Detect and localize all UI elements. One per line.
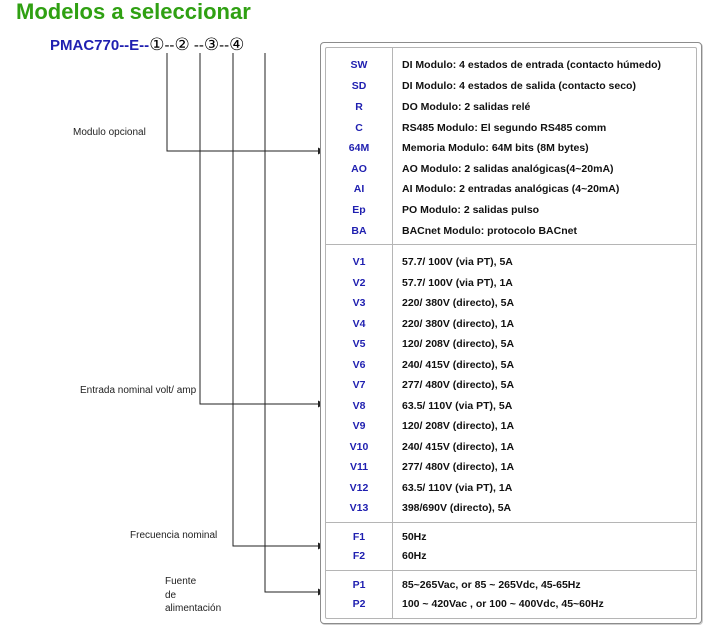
label-nominal-frequency: Frecuencia nominal	[130, 530, 218, 541]
option-code: F2	[352, 550, 366, 562]
table-row	[326, 499, 696, 517]
option-code: V1	[352, 256, 366, 268]
options-table-inner	[325, 47, 697, 619]
option-description: 63.5/ 110V (via PT), 5A	[402, 400, 513, 412]
option-code: R	[355, 101, 363, 113]
option-code: V7	[352, 379, 366, 391]
option-description: 85~265Vac, or 85 ~ 265Vdc, 45-65Hz	[402, 579, 581, 591]
option-description: 120/ 208V (directo), 1A	[402, 420, 515, 432]
table-row	[326, 458, 696, 476]
option-code: P1	[352, 579, 366, 591]
option-description: 220/ 380V (directo), 5A	[402, 297, 515, 309]
option-description: AI Modulo: 2 entradas analógicas (4~20mA)	[402, 183, 620, 195]
option-description: 50Hz	[402, 531, 427, 543]
table-row	[326, 56, 696, 74]
option-code: SW	[350, 59, 368, 71]
option-marker-3: ③	[203, 35, 220, 54]
option-code: F1	[352, 531, 366, 543]
table-row	[326, 98, 696, 116]
option-description: AO Modulo: 2 salidas analógicas(4~20mA)	[402, 163, 614, 175]
option-code: V8	[352, 400, 366, 412]
page-title: Modelos a seleccionar	[16, 0, 251, 24]
table-row	[326, 576, 696, 594]
option-description: 120/ 208V (directo), 5A	[402, 338, 515, 350]
label-power-supply-1: Fuente	[165, 576, 197, 587]
option-code: V9	[352, 420, 366, 432]
label-power-supply-3: alimentación	[165, 603, 222, 614]
option-description: RS485 Modulo: El segundo RS485 comm	[402, 122, 607, 134]
option-code: V3	[352, 297, 366, 309]
option-code: AO	[351, 163, 367, 175]
table-row	[326, 222, 696, 240]
option-marker-2: ②	[174, 35, 190, 54]
option-description: 60Hz	[402, 550, 427, 562]
table-row	[326, 315, 696, 333]
table-row	[326, 376, 696, 394]
option-description: 100 ~ 420Vac , or 100 ~ 400Vdc, 45~60Hz	[402, 598, 604, 610]
option-marker-4: ④	[229, 35, 245, 54]
option-code: V10	[349, 441, 369, 453]
section-divider	[326, 244, 696, 245]
label-nominal-input: Entrada nominal volt/ amp	[80, 385, 197, 396]
table-row	[326, 160, 696, 178]
option-code: BA	[351, 225, 367, 237]
option-code: V13	[349, 502, 369, 514]
table-row	[326, 180, 696, 198]
table-row	[326, 201, 696, 219]
option-description: DI Modulo: 4 estados de entrada (contacto húmedo)	[402, 59, 662, 71]
option-code: AI	[353, 183, 365, 195]
options-table	[320, 42, 702, 624]
option-code: V4	[352, 318, 366, 330]
label-power-supply-2: de	[165, 590, 177, 601]
option-description: 240/ 415V (directo), 5A	[402, 359, 515, 371]
section-divider	[326, 522, 696, 523]
option-description: 277/ 480V (directo), 1A	[402, 461, 515, 473]
option-description: DO Modulo: 2 salidas relé	[402, 101, 531, 113]
connector-power	[265, 53, 324, 592]
option-description: 220/ 380V (directo), 1A	[402, 318, 515, 330]
option-description: 277/ 480V (directo), 5A	[402, 379, 515, 391]
option-description: PO Modulo: 2 salidas pulso	[402, 204, 540, 216]
option-description: 57.7/ 100V (via PT), 5A	[402, 256, 513, 268]
option-code: Ep	[352, 204, 366, 216]
option-code: SD	[351, 80, 367, 92]
connector-input	[200, 53, 324, 404]
table-row	[326, 274, 696, 292]
option-code: V5	[352, 338, 366, 350]
table-row	[326, 595, 696, 613]
table-row	[326, 417, 696, 435]
model-separator: --	[219, 37, 230, 54]
table-row	[326, 479, 696, 497]
model-separator: --	[164, 37, 175, 54]
option-code: V6	[352, 359, 366, 371]
option-description: Memoria Modulo: 64M bits (8M bytes)	[402, 142, 589, 154]
label-optional-module: Modulo opcional	[73, 127, 146, 138]
option-description: BACnet Modulo: protocolo BACnet	[402, 225, 577, 237]
table-row	[326, 77, 696, 95]
table-row	[326, 294, 696, 312]
model-prefix: PMAC770--E--	[50, 37, 150, 54]
option-description: 240/ 415V (directo), 1A	[402, 441, 515, 453]
option-description: 63.5/ 110V (via PT), 1A	[402, 482, 513, 494]
table-row	[326, 253, 696, 271]
option-code: V12	[349, 482, 369, 494]
table-row	[326, 119, 696, 137]
table-row	[326, 139, 696, 157]
option-description: 57.7/ 100V (via PT), 1A	[402, 277, 513, 289]
option-description: DI Modulo: 4 estados de salida (contacto seco)	[402, 80, 636, 92]
section-divider	[326, 570, 696, 571]
table-row	[326, 438, 696, 456]
option-code: V11	[349, 461, 369, 473]
table-row	[326, 528, 696, 546]
table-row	[326, 356, 696, 374]
connector-module	[167, 53, 324, 151]
option-code: 64M	[348, 142, 370, 154]
option-code: P2	[352, 598, 366, 610]
table-row	[326, 335, 696, 353]
table-row	[326, 397, 696, 415]
model-separator: --	[189, 37, 204, 54]
option-marker-1: ①	[149, 35, 165, 54]
connector-frequency	[233, 53, 324, 546]
table-row	[326, 547, 696, 565]
option-code: C	[355, 122, 363, 134]
option-description: 398/690V (directo), 5A	[402, 502, 512, 514]
option-code: V2	[352, 277, 366, 289]
